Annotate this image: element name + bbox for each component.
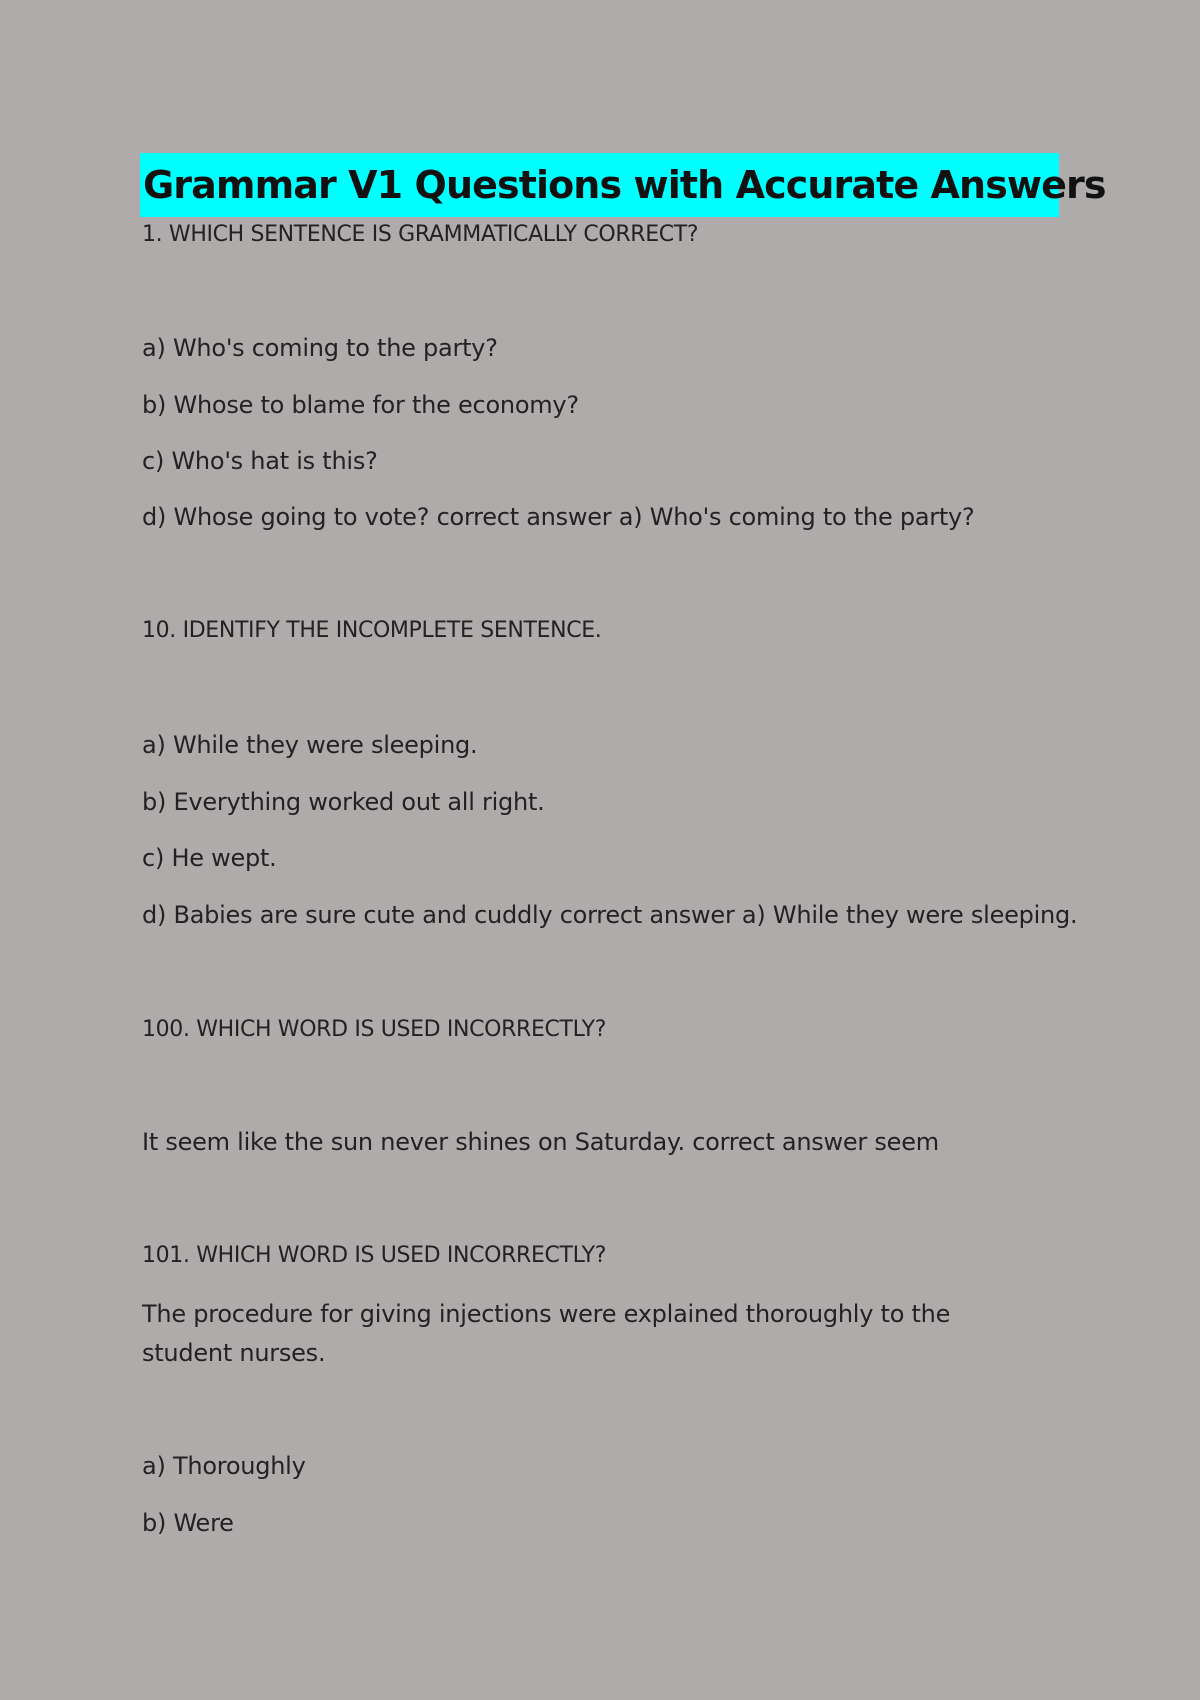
question-101-heading: 101. WHICH WORD IS USED INCORRECTLY?: [142, 1243, 607, 1268]
question-100-heading: 100. WHICH WORD IS USED INCORRECTLY?: [142, 1017, 607, 1042]
question-1-option-c: c) Who's hat is this?: [142, 447, 378, 475]
question-1-option-d: d) Whose going to vote? correct answer a) Who's coming to the party?: [142, 503, 975, 531]
question-101-body: The procedure for giving injections were explained thoroughly to the student nurses.: [142, 1300, 951, 1367]
question-1-option-b: b) Whose to blame for the economy?: [142, 391, 579, 419]
question-101-option-a: a) Thoroughly: [142, 1452, 306, 1480]
question-10-option-d: d) Babies are sure cute and cuddly correct answer a) While they were sleeping.: [142, 901, 1078, 929]
question-100-body: It seem like the sun never shines on Saturday. correct answer seem: [142, 1128, 939, 1156]
title-highlight: [140, 153, 1106, 217]
document-title: Grammar V1 Questions with Accurate Answers: [143, 163, 1106, 207]
question-10-option-c: c) He wept.: [142, 844, 277, 872]
question-10-option-a: a) While they were sleeping.: [142, 731, 478, 759]
question-10-option-b: b) Everything worked out all right.: [142, 788, 545, 816]
question-1-option-a: a) Who's coming to the party?: [142, 334, 498, 362]
question-10-heading: 10. IDENTIFY THE INCOMPLETE SENTENCE.: [142, 618, 602, 643]
question-101-option-b: b) Were: [142, 1509, 234, 1537]
question-1-heading: 1. WHICH SENTENCE IS GRAMMATICALLY CORRECT?: [142, 222, 699, 247]
